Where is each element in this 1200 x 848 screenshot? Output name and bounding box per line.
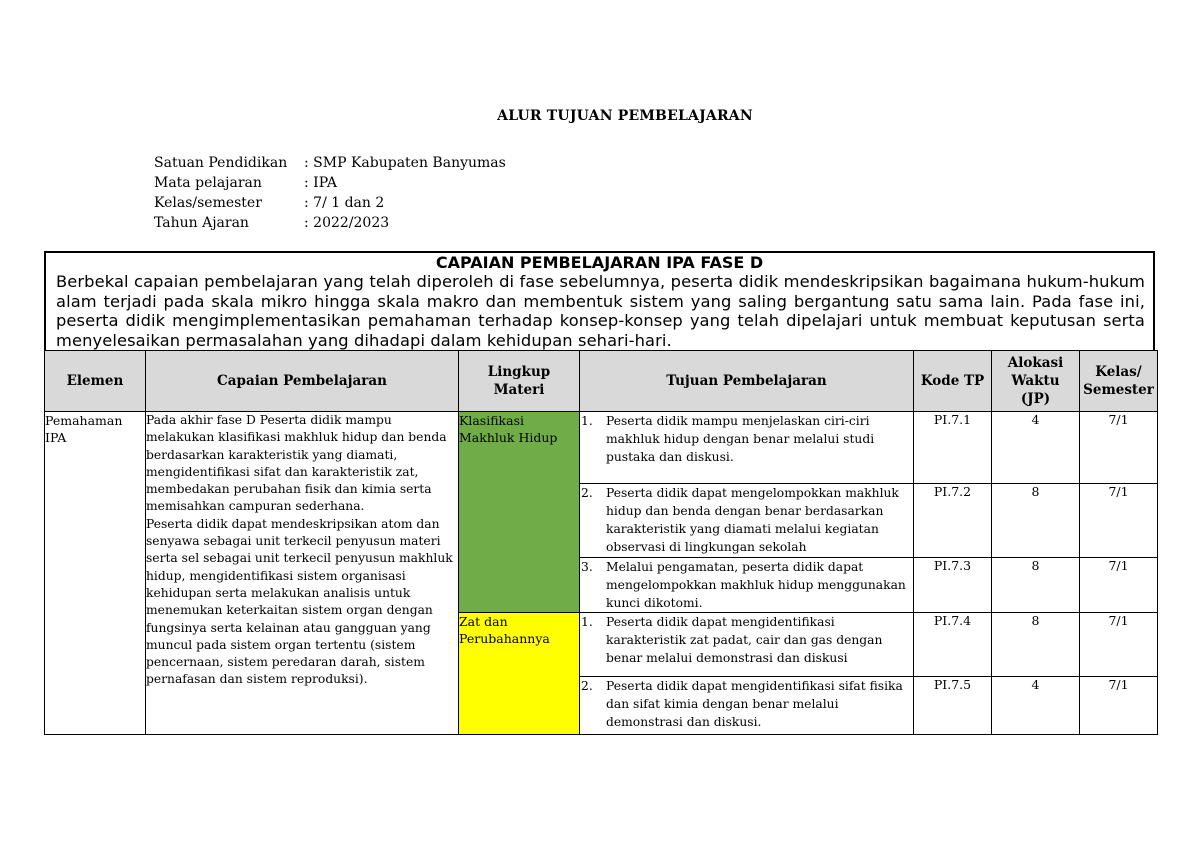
meta-label: Tahun Ajaran — [154, 215, 249, 231]
kelas-cell: 7/1 — [1080, 558, 1158, 613]
tujuan-number: 3. — [581, 560, 593, 574]
kelas-cell: 7/1 — [1080, 677, 1158, 735]
meta-row-mapel — [154, 173, 506, 193]
meta-label: Satuan Pendidikan — [154, 155, 288, 171]
table-header-row — [45, 351, 1158, 412]
kelas-cell: 7/1 — [1080, 412, 1158, 484]
kelas-cell: 7/1 — [1080, 613, 1158, 677]
meta-label: Kelas/semester — [154, 195, 262, 211]
tujuan-text: Peserta didik dapat mengelompokkan makhluk hidup dan benda dengan benar berdasarkan karakteristik yang diamati melalui kegiatan observasi di lingkungan sekolah — [606, 486, 899, 554]
header-kelas: Kelas/ Semester — [1080, 351, 1158, 412]
meta-row-kelas — [154, 193, 506, 213]
kelas-cell: 7/1 — [1080, 484, 1158, 558]
tujuan-cell — [580, 613, 914, 677]
elemen-cell: Pemahaman IPA — [45, 412, 146, 735]
tujuan-cell — [580, 484, 914, 558]
capaian-cell: Pada akhir fase D Peserta didik mampu melakukan klasifikasi makhluk hidup dan benda berdasarkan karakteristik yang diamati, mengidentifikasi sifat dan karakteristik zat, membedakan perubahan fisik dan kimia serta memisahkan campuran sederhana. Peserta didik dapat mendeskripsikan atom dan senyawa sebagai unit terkecil penyusun materi serta sel sebagai unit terkecil penyusun makhluk hidup, mengidentifikasi sistem organisasi kehidupan serta melakukan analisis untuk menemukan keterkaitan sistem organ dengan fungsinya serta kelainan atau gangguan yang muncul pada sistem organ tertentu (sistem pencernaan, sistem peredaran darah, sistem pernafasan dan sistem reproduksi). — [146, 412, 459, 735]
meta-label: Mata pelajaran — [154, 175, 262, 191]
kode-cell: PI.7.3 — [914, 558, 992, 613]
kode-cell: PI.7.5 — [914, 677, 992, 735]
kode-cell: PI.7.1 — [914, 412, 992, 484]
lingkup-cell-zat: Zat dan Perubahannya — [459, 613, 580, 735]
tujuan-number: 2. — [581, 679, 593, 693]
tujuan-text: Melalui pengamatan, peserta didik dapat mengelompokkan makhluk hidup menggunakan kunci dikotomi. — [606, 560, 906, 610]
tujuan-text: Peserta didik dapat mengidentifikasi karakteristik zat padat, cair dan gas dengan benar melalui demonstrasi dan diskusi — [606, 615, 883, 665]
tujuan-table — [44, 350, 1158, 735]
meta-row-satuan — [154, 153, 506, 173]
tujuan-text: Peserta didik dapat mengidentifikasi sifat fisika dan sifat kimia dengan benar melalui demonstrasi dan diskusi. — [606, 679, 903, 729]
meta-value: : IPA — [304, 175, 337, 191]
lingkup-cell-klasifikasi: Klasifikasi Makhluk Hidup — [459, 412, 580, 613]
meta-row-tahun — [154, 213, 506, 233]
tujuan-cell — [580, 412, 914, 484]
capaian-text: Berbekal capaian pembelajaran yang telah diperoleh di fase sebelumnya, peserta didik mendeskripsikan bagaimana hukum-hukum alam terjadi pada skala mikro hingga skala makro dan membentuk sistem yang saling bergantung satu sama lain. Pada fase ini, peserta didik mengimplementasikan pemahaman terhadap konsep-konsep yang telah dipelajari untuk membuat keputusan serta menyelesaikan permasalahan yang dihadapi dalam kehidupan sehari-hari. — [56, 272, 1145, 350]
kode-cell: PI.7.2 — [914, 484, 992, 558]
jp-cell: 4 — [992, 677, 1080, 735]
table-row — [45, 412, 1158, 484]
header-capaian: Capaian Pembelajaran — [146, 351, 459, 412]
capaian-box — [44, 251, 1155, 351]
meta-value: : 2022/2023 — [304, 215, 390, 231]
header-kode: Kode TP — [914, 351, 992, 412]
kode-cell: PI.7.4 — [914, 613, 992, 677]
document-meta — [154, 153, 506, 233]
jp-cell: 8 — [992, 558, 1080, 613]
header-elemen: Elemen — [45, 351, 146, 412]
jp-cell: 4 — [992, 412, 1080, 484]
jp-cell: 8 — [992, 484, 1080, 558]
header-alokasi: Alokasi Waktu (JP) — [992, 351, 1080, 412]
tujuan-text: Peserta didik mampu menjelaskan ciri-ciri makhluk hidup dengan benar melalui studi pustaka dan diskusi. — [606, 414, 875, 464]
tujuan-number: 1. — [581, 615, 593, 629]
document-title: ALUR TUJUAN PEMBELAJARAN — [497, 108, 753, 124]
meta-value: : SMP Kabupaten Banyumas — [304, 155, 506, 171]
tujuan-cell — [580, 677, 914, 735]
tujuan-number: 1. — [581, 414, 593, 428]
tujuan-cell — [580, 558, 914, 613]
header-tujuan: Tujuan Pembelajaran — [580, 351, 914, 412]
meta-value: : 7/ 1 dan 2 — [304, 195, 385, 211]
tujuan-number: 2. — [581, 486, 593, 500]
jp-cell: 8 — [992, 613, 1080, 677]
capaian-heading: CAPAIAN PEMBELAJARAN IPA FASE D — [435, 253, 764, 272]
header-lingkup: Lingkup Materi — [459, 351, 580, 412]
